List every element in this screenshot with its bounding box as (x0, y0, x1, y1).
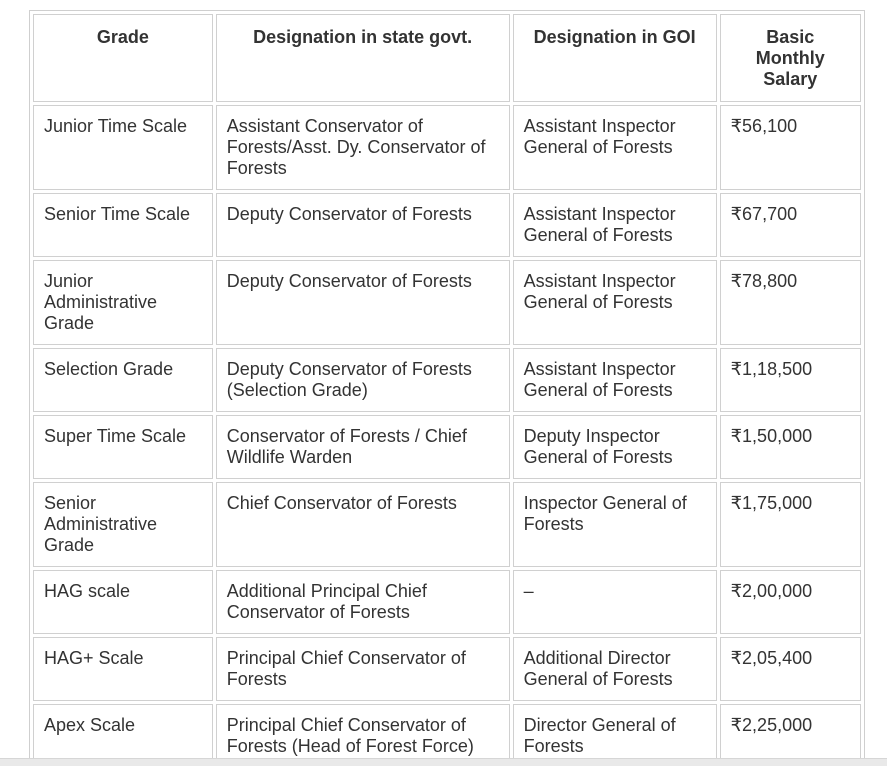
cell-basic-salary: ₹2,25,000 (720, 704, 861, 766)
cell-basic-salary: ₹1,18,500 (720, 348, 861, 412)
cell-state-designation: Chief Conservator of Forests (216, 482, 510, 567)
header-state-designation: Designation in state govt. (216, 14, 510, 102)
cell-state-designation: Assistant Conservator of Forests/Asst. Dy. Conservator of Forests (216, 105, 510, 190)
cell-basic-salary: ₹67,700 (720, 193, 861, 257)
cell-grade: Junior Administrative Grade (33, 260, 213, 345)
header-goi-designation: Designation in GOI (513, 14, 717, 102)
cell-basic-salary: ₹78,800 (720, 260, 861, 345)
horizontal-scrollbar[interactable] (0, 758, 887, 766)
table-row (33, 260, 861, 345)
cell-goi-designation: – (513, 570, 717, 634)
cell-grade: Selection Grade (33, 348, 213, 412)
table-row (33, 348, 861, 412)
table-body (33, 105, 861, 766)
table-row (33, 482, 861, 567)
header-grade: Grade (33, 14, 213, 102)
table-row (33, 637, 861, 701)
table-row (33, 415, 861, 479)
salary-table (29, 10, 865, 766)
cell-state-designation: Deputy Conservator of Forests (216, 260, 510, 345)
cell-basic-salary: ₹56,100 (720, 105, 861, 190)
cell-basic-salary: ₹1,75,000 (720, 482, 861, 567)
table-row (33, 105, 861, 190)
header-row (33, 14, 861, 102)
cell-grade: Junior Time Scale (33, 105, 213, 190)
cell-goi-designation: Assistant Inspector General of Forests (513, 348, 717, 412)
cell-grade: Apex Scale (33, 704, 213, 766)
header-basic-salary: Basic Monthly Salary (720, 14, 861, 102)
cell-state-designation: Deputy Conservator of Forests (216, 193, 510, 257)
cell-basic-salary: ₹2,05,400 (720, 637, 861, 701)
table-row (33, 570, 861, 634)
cell-basic-salary: ₹1,50,000 (720, 415, 861, 479)
cell-goi-designation: Assistant Inspector General of Forests (513, 260, 717, 345)
cell-state-designation: Additional Principal Chief Conservator of Forests (216, 570, 510, 634)
table-row (33, 193, 861, 257)
cell-state-designation: Conservator of Forests / Chief Wildlife Warden (216, 415, 510, 479)
salary-table-container (29, 10, 865, 766)
cell-grade: HAG scale (33, 570, 213, 634)
cell-grade: Senior Administrative Grade (33, 482, 213, 567)
cell-goi-designation: Deputy Inspector General of Forests (513, 415, 717, 479)
cell-state-designation: Principal Chief Conservator of Forests (Head of Forest Force) (216, 704, 510, 766)
cell-goi-designation: Assistant Inspector General of Forests (513, 193, 717, 257)
cell-basic-salary: ₹2,00,000 (720, 570, 861, 634)
cell-grade: Senior Time Scale (33, 193, 213, 257)
cell-state-designation: Principal Chief Conservator of Forests (216, 637, 510, 701)
table-row (33, 704, 861, 766)
cell-goi-designation: Inspector General of Forests (513, 482, 717, 567)
cell-goi-designation: Assistant Inspector General of Forests (513, 105, 717, 190)
cell-grade: Super Time Scale (33, 415, 213, 479)
cell-grade: HAG+ Scale (33, 637, 213, 701)
clipped-text-above (0, 0, 887, 8)
cell-state-designation: Deputy Conservator of Forests (Selection Grade) (216, 348, 510, 412)
cell-goi-designation: Additional Director General of Forests (513, 637, 717, 701)
cell-goi-designation: Director General of Forests (513, 704, 717, 766)
